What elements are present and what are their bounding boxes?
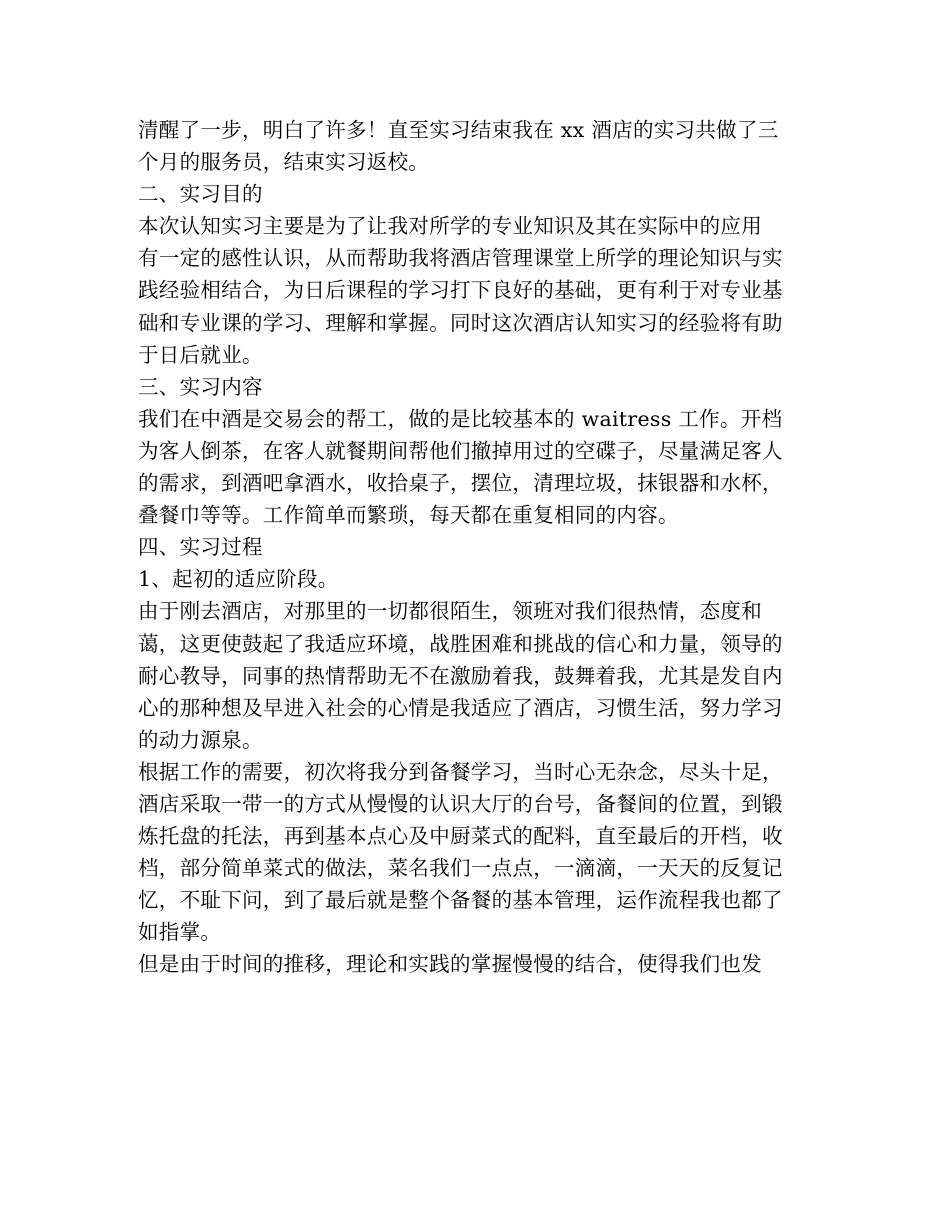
text-line: 如指掌。 [138, 920, 222, 945]
text-line: 由于刚去酒店，对那里的一切都很陌生，领班对我们很热情，态度和 [138, 599, 762, 624]
subsection-heading: 1、起初的适应阶段。 [138, 567, 339, 592]
text-line: 根据工作的需要，初次将我分到备餐学习，当时心无杂念，尽头十足， [138, 759, 783, 784]
document-body [138, 114, 818, 981]
text-line: 于日后就业。 [138, 342, 263, 367]
section-heading: 三、实习内容 [138, 374, 263, 399]
text-line: 叠餐巾等等。工作简单而繁琐，每天都在重复相同的内容。 [138, 503, 679, 528]
text-line: 的需求，到酒吧拿酒水，收拾桌子，摆位，清理垃圾，抹银器和水杯， [138, 471, 783, 496]
text-line: 践经验相结合，为日后课程的学习打下良好的基础，更有利于对专业基 [138, 278, 783, 303]
text-line: 但是由于时间的推移，理论和实践的掌握慢慢的结合，使得我们也发 [138, 952, 762, 977]
text-line: 个月的服务员，结束实习返校。 [138, 150, 430, 175]
text-line: 档，部分简单菜式的做法，菜名我们一点点，一滴滴，一天天的反复记 [138, 856, 783, 881]
text-line: 蔼，这更使鼓起了我适应环境，战胜困难和挑战的信心和力量，领导的 [138, 631, 783, 656]
text-line: 炼托盘的托法，再到基本点心及中厨菜式的配料，直至最后的开档，收 [138, 824, 783, 849]
section-heading: 二、实习目的 [138, 182, 263, 207]
text-line: 本次认知实习主要是为了让我对所学的专业知识及其在实际中的应用 [138, 214, 762, 239]
text-line: 的动力源泉。 [138, 727, 263, 752]
section-heading: 四、实习过程 [138, 535, 263, 560]
text-line: 耐心教导，同事的热情帮助无不在激励着我，鼓舞着我，尤其是发自内 [138, 663, 783, 688]
text-line: 础和专业课的学习、理解和掌握。同时这次酒店认知实习的经验将有助 [138, 310, 783, 335]
text-line: 心的那种想及早进入社会的心情是我适应了酒店，习惯生活，努力学习 [138, 695, 783, 720]
text-line: 我们在中酒是交易会的帮工，做的是比较基本的 waitress 工作。开档 [138, 406, 783, 431]
text-line: 忆，不耻下问，到了最后就是整个备餐的基本管理，运作流程我也都了 [138, 888, 783, 913]
text-line: 为客人倒茶，在客人就餐期间帮他们撤掉用过的空碟子，尽量满足客人 [138, 438, 783, 463]
text-line: 酒店采取一带一的方式从慢慢的认识大厅的台号，备餐间的位置，到锻 [138, 791, 783, 816]
text-line: 清醒了一步，明白了许多！直至实习结束我在 xx 酒店的实习共做了三 [138, 118, 779, 142]
text-line: 有一定的感性认识，从而帮助我将酒店管理课堂上所学的理论知识与实 [138, 246, 783, 271]
